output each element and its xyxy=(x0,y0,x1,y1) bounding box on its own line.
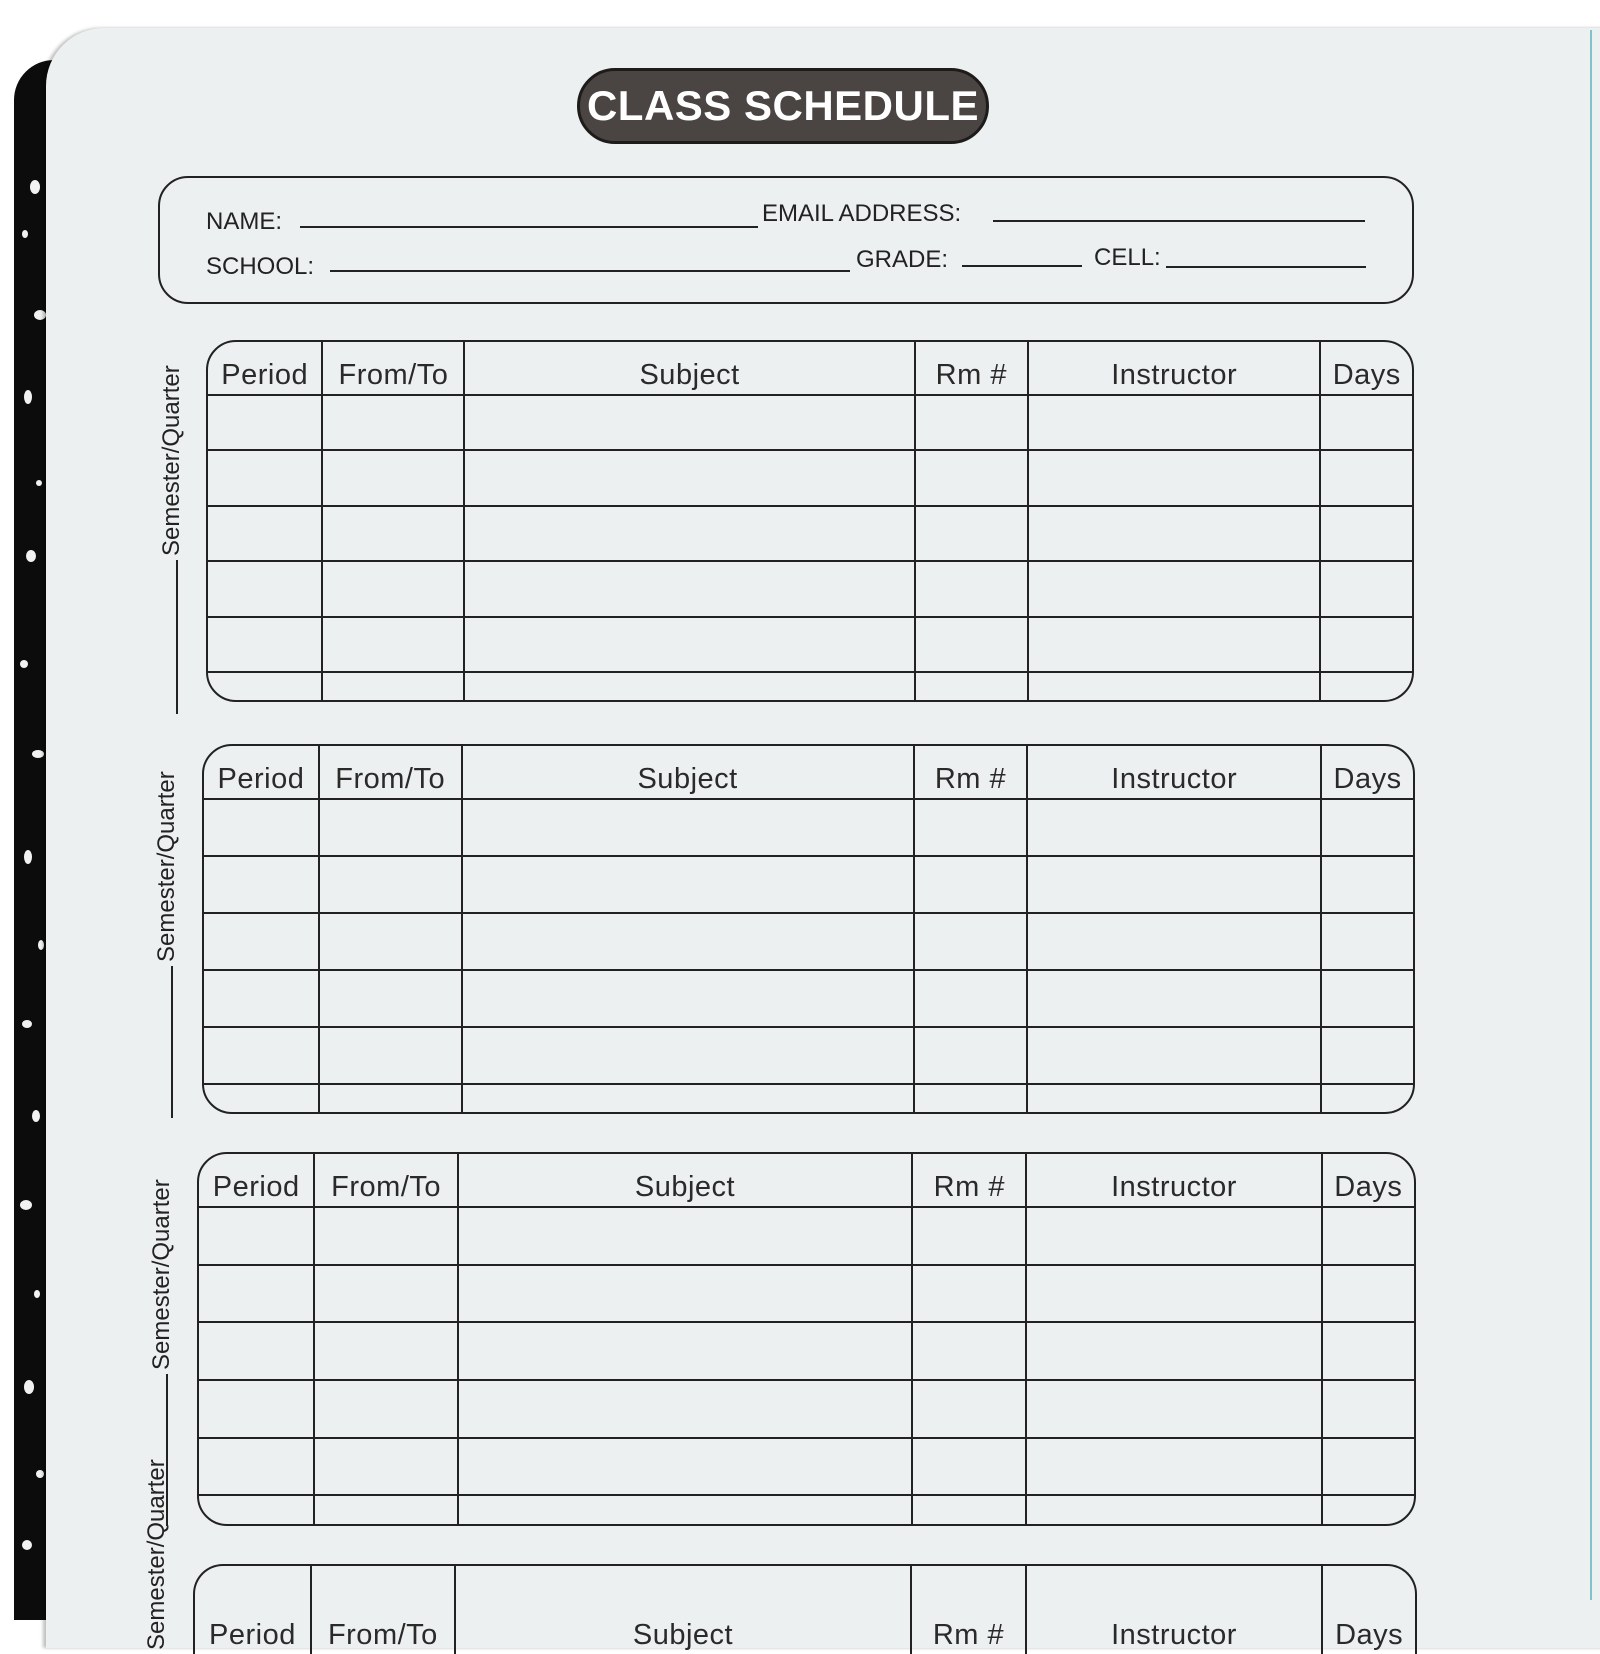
column-header: From/To xyxy=(311,1566,455,1654)
table-cell[interactable] xyxy=(464,395,914,450)
table-cell[interactable] xyxy=(204,856,319,913)
table-cell[interactable] xyxy=(199,1495,314,1524)
table-cell[interactable] xyxy=(1028,506,1321,561)
email-label: EMAIL ADDRESS: xyxy=(762,200,962,227)
column-header: Rm # xyxy=(911,1566,1026,1654)
semester-quarter-label-text: Semester/Quarter xyxy=(158,365,185,556)
page-title: CLASS SCHEDULE xyxy=(586,82,980,129)
column-header: Instructor xyxy=(1026,1566,1322,1654)
table-cell[interactable] xyxy=(1026,1380,1321,1438)
name-field[interactable] xyxy=(300,226,758,228)
grade-label: GRADE: xyxy=(856,246,949,273)
table-cell[interactable] xyxy=(912,1207,1026,1265)
table-row xyxy=(204,970,1413,1027)
table-cell[interactable] xyxy=(319,799,462,856)
table-row xyxy=(208,395,1412,450)
table-cell[interactable] xyxy=(1026,1322,1321,1380)
table-cell[interactable] xyxy=(912,1495,1026,1524)
table-cell[interactable] xyxy=(322,450,464,505)
table-cell[interactable] xyxy=(208,395,322,450)
table-cell[interactable] xyxy=(199,1207,314,1265)
table-cell[interactable] xyxy=(204,913,319,970)
table-cell[interactable] xyxy=(319,1027,462,1084)
table-cell[interactable] xyxy=(322,672,464,700)
table-cell[interactable] xyxy=(914,1084,1028,1112)
table-cell[interactable] xyxy=(915,395,1028,450)
table-cell[interactable] xyxy=(458,1207,912,1265)
grade-field[interactable] xyxy=(962,265,1082,267)
table-row xyxy=(204,856,1413,913)
table-cell[interactable] xyxy=(199,1322,314,1380)
table-cell[interactable] xyxy=(199,1265,314,1323)
table-cell[interactable] xyxy=(1322,1495,1414,1524)
table-row xyxy=(204,1084,1413,1112)
table-cell[interactable] xyxy=(458,1380,912,1438)
table-cell[interactable] xyxy=(314,1265,457,1323)
table-cell[interactable] xyxy=(462,856,914,913)
column-header: Subject xyxy=(458,1154,912,1207)
table-cell[interactable] xyxy=(1026,1495,1321,1524)
table-cell[interactable] xyxy=(914,913,1028,970)
table-cell[interactable] xyxy=(464,672,914,700)
table-cell[interactable] xyxy=(912,1380,1026,1438)
table-row xyxy=(199,1207,1414,1265)
column-header: From/To xyxy=(314,1154,457,1207)
cell-field[interactable] xyxy=(1166,266,1366,268)
table-cell[interactable] xyxy=(1321,799,1413,856)
cell-label: CELL: xyxy=(1094,244,1161,271)
column-header: Subject xyxy=(455,1566,911,1654)
table-row xyxy=(199,1495,1414,1524)
table-row xyxy=(199,1380,1414,1438)
table-cell[interactable] xyxy=(458,1322,912,1380)
table-cell[interactable] xyxy=(458,1495,912,1524)
student-info-box xyxy=(158,176,1414,304)
table-cell[interactable] xyxy=(204,1027,319,1084)
table-cell[interactable] xyxy=(458,1265,912,1323)
table-cell[interactable] xyxy=(314,1322,457,1380)
table-cell[interactable] xyxy=(915,561,1028,616)
table-cell[interactable] xyxy=(314,1438,457,1496)
table-cell[interactable] xyxy=(1028,450,1321,505)
table-cell[interactable] xyxy=(1320,617,1412,672)
column-header: From/To xyxy=(322,342,464,395)
table-cell[interactable] xyxy=(1028,395,1321,450)
column-header: Rm # xyxy=(915,342,1028,395)
table-row xyxy=(204,799,1413,856)
table-cell[interactable] xyxy=(462,799,914,856)
column-header: Instructor xyxy=(1026,1154,1321,1207)
table-cell[interactable] xyxy=(464,506,914,561)
semester-quarter-field[interactable] xyxy=(176,560,178,714)
table-cell[interactable] xyxy=(322,395,464,450)
table-cell[interactable] xyxy=(1321,1084,1413,1112)
table-row xyxy=(199,1322,1414,1380)
table-cell[interactable] xyxy=(314,1380,457,1438)
table-cell[interactable] xyxy=(1320,561,1412,616)
column-header: Rm # xyxy=(914,746,1028,799)
column-header: Subject xyxy=(462,746,914,799)
table-cell[interactable] xyxy=(1026,1207,1321,1265)
table-cell[interactable] xyxy=(1321,1027,1413,1084)
table-cell[interactable] xyxy=(322,561,464,616)
table-cell[interactable] xyxy=(458,1438,912,1496)
table-cell[interactable] xyxy=(1322,1207,1414,1265)
column-header: Period xyxy=(195,1566,311,1654)
table-row xyxy=(208,506,1412,561)
table-cell[interactable] xyxy=(1027,799,1321,856)
table-cell[interactable] xyxy=(1027,856,1321,913)
semester-quarter-label-text: Semester/Quarter xyxy=(153,771,180,962)
table-cell[interactable] xyxy=(208,450,322,505)
table-cell[interactable] xyxy=(915,450,1028,505)
table-cell[interactable] xyxy=(208,506,322,561)
table-row xyxy=(208,617,1412,672)
column-header: Subject xyxy=(464,342,914,395)
table-cell[interactable] xyxy=(204,970,319,1027)
table-cell[interactable] xyxy=(199,1438,314,1496)
schedule-table-1 xyxy=(206,340,1414,702)
table-cell[interactable] xyxy=(915,617,1028,672)
semester-quarter-field[interactable] xyxy=(171,966,173,1118)
table-cell[interactable] xyxy=(1322,1322,1414,1380)
table-row xyxy=(199,1265,1414,1323)
column-header: Days xyxy=(1335,1619,1404,1651)
table-cell[interactable] xyxy=(914,799,1028,856)
table-header-row xyxy=(204,746,1413,799)
column-header: Instructor xyxy=(1028,342,1321,395)
table-cell[interactable] xyxy=(915,672,1028,700)
table-header-row xyxy=(195,1566,1415,1654)
table-cell[interactable] xyxy=(1321,970,1413,1027)
column-header: Period xyxy=(204,746,319,799)
table-cell[interactable] xyxy=(199,1380,314,1438)
table-cell[interactable] xyxy=(322,617,464,672)
schedule-table-2 xyxy=(202,744,1415,1114)
table-cell[interactable] xyxy=(204,799,319,856)
table-cell[interactable] xyxy=(208,561,322,616)
table-cell[interactable] xyxy=(462,1027,914,1084)
table-cell[interactable] xyxy=(1322,1438,1414,1496)
table-header-row xyxy=(199,1154,1414,1207)
table-cell[interactable] xyxy=(1027,1084,1321,1112)
table-cell[interactable] xyxy=(1320,672,1412,700)
table-row xyxy=(208,672,1412,700)
table-cell[interactable] xyxy=(208,617,322,672)
school-label: SCHOOL: xyxy=(206,253,315,280)
school-field[interactable] xyxy=(330,270,850,272)
column-header: Days xyxy=(1320,342,1412,395)
page-title-badge xyxy=(577,68,989,144)
schedule-table-3 xyxy=(197,1152,1416,1526)
column-header: Days xyxy=(1321,746,1413,799)
table-row xyxy=(208,561,1412,616)
schedule-table-4 xyxy=(193,1564,1417,1654)
semester-quarter-label-text: Semester/Quarter xyxy=(143,1459,170,1650)
table-cell[interactable] xyxy=(1027,1027,1321,1084)
column-header: Rm # xyxy=(912,1154,1026,1207)
semester-quarter-label-text: Semester/Quarter xyxy=(148,1179,175,1370)
table-cell[interactable] xyxy=(1027,913,1321,970)
table-cell[interactable] xyxy=(1320,450,1412,505)
table-cell[interactable] xyxy=(464,450,914,505)
table-cell[interactable] xyxy=(914,970,1028,1027)
table-cell[interactable] xyxy=(1028,561,1321,616)
table-cell[interactable] xyxy=(464,561,914,616)
table-row xyxy=(204,1027,1413,1084)
table-cell[interactable] xyxy=(319,913,462,970)
table-cell[interactable] xyxy=(1322,1380,1414,1438)
table-cell[interactable] xyxy=(1322,1265,1414,1323)
column-header: Days xyxy=(1322,1154,1414,1207)
table-cell[interactable] xyxy=(1027,970,1321,1027)
column-header: Period xyxy=(208,342,322,395)
table-cell[interactable] xyxy=(1321,913,1413,970)
table-cell[interactable] xyxy=(462,970,914,1027)
page-margin-line xyxy=(1590,30,1592,1600)
table-cell[interactable] xyxy=(1026,1438,1321,1496)
table-cell[interactable] xyxy=(1026,1265,1321,1323)
table-cell[interactable] xyxy=(912,1438,1026,1496)
table-cell[interactable] xyxy=(208,672,322,700)
table-row xyxy=(204,913,1413,970)
table-cell[interactable] xyxy=(914,856,1028,913)
table-cell[interactable] xyxy=(915,506,1028,561)
table-cell[interactable] xyxy=(914,1027,1028,1084)
table-cell[interactable] xyxy=(1320,395,1412,450)
table-cell[interactable] xyxy=(1321,856,1413,913)
table-cell[interactable] xyxy=(912,1322,1026,1380)
table-row xyxy=(199,1438,1414,1496)
table-cell[interactable] xyxy=(319,1084,462,1112)
table-cell[interactable] xyxy=(1028,672,1321,700)
column-header: Instructor xyxy=(1027,746,1321,799)
table-cell[interactable] xyxy=(462,913,914,970)
table-cell[interactable] xyxy=(322,506,464,561)
table-cell[interactable] xyxy=(462,1084,914,1112)
table-cell[interactable] xyxy=(204,1084,319,1112)
table-cell[interactable] xyxy=(1320,506,1412,561)
table-cell[interactable] xyxy=(319,856,462,913)
column-header: From/To xyxy=(319,746,462,799)
email-field[interactable] xyxy=(993,220,1365,222)
table-cell[interactable] xyxy=(1028,617,1321,672)
table-cell[interactable] xyxy=(314,1495,457,1524)
table-row xyxy=(208,450,1412,505)
table-header-row xyxy=(208,342,1412,395)
table-cell[interactable] xyxy=(314,1207,457,1265)
table-cell[interactable] xyxy=(319,970,462,1027)
name-label: NAME: xyxy=(206,208,283,235)
column-header: Period xyxy=(199,1154,314,1207)
table-cell[interactable] xyxy=(912,1265,1026,1323)
table-cell[interactable] xyxy=(464,617,914,672)
